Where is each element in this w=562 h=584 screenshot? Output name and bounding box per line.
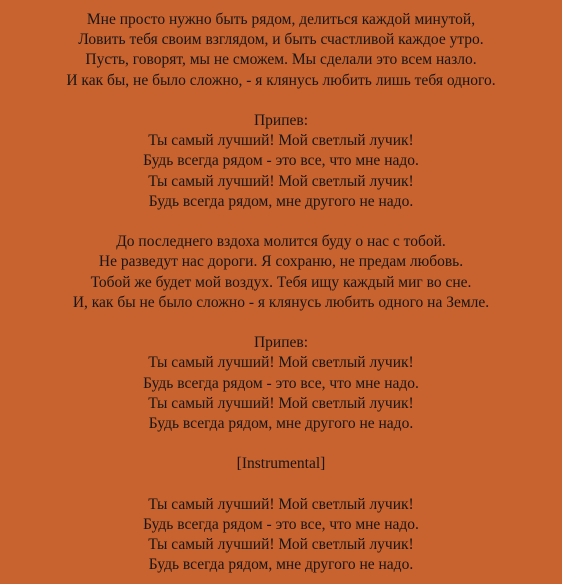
stanza-gap: [0, 313, 562, 333]
verse-2: [0, 232, 562, 313]
stanza-gap: [0, 212, 562, 232]
lyric-line: Будь всегда рядом - это все, что мне надо.: [143, 152, 419, 170]
lyric-line: До последнего вздоха молится буду о нас с тобой.: [116, 233, 446, 251]
lyric-line: Будь всегда рядом, мне другого не надо.: [148, 415, 414, 433]
lyric-line: Не разведут нас дороги. Я сохраню, не предам любовь.: [98, 253, 464, 271]
lyric-line: Ты самый лучший! Мой светлый лучик!: [148, 536, 414, 554]
lyric-line: Будь всегда рядом - это все, что мне надо.: [143, 374, 419, 392]
lyric-line: Тобой же будет мой воздух. Тебя ищу каждый миг во сне.: [90, 273, 472, 291]
stanza-gap: [0, 434, 562, 454]
lyric-line: И как бы, не было сложно, - я клянусь любить лишь тебя одного.: [66, 71, 496, 89]
lyric-line: Ты самый лучший! Мой светлый лучик!: [148, 495, 414, 513]
lyric-line: Ты самый лучший! Мой светлый лучик!: [148, 394, 414, 412]
lyric-line: Ты самый лучший! Мой светлый лучик!: [148, 132, 414, 150]
chorus-heading: Припев:: [253, 112, 309, 129]
lyric-line: Ты самый лучший! Мой светлый лучик!: [148, 172, 414, 190]
chorus-2: [0, 333, 562, 434]
lyric-line: Пусть, говорят, мы не сможем. Мы сделали это всем назло.: [85, 51, 477, 69]
lyric-line: Мне просто нужно быть рядом, делиться каждой минутой,: [86, 11, 476, 28]
lyric-line: Будь всегда рядом, мне другого не надо.: [148, 192, 414, 210]
lyric-line: Будь всегда рядом - это все, что мне надо.: [143, 516, 419, 533]
chorus-1: [0, 111, 562, 212]
lyric-line: И, как бы не было сложно - я клянусь любить одного на Земле.: [72, 293, 490, 311]
lyric-line: Ты самый лучший! Мой светлый лучик!: [148, 354, 414, 372]
lyric-line: Будь всегда рядом, мне другого не надо.: [148, 556, 414, 574]
verse-1: [0, 10, 562, 91]
lyric-line: Ловить тебя своим взглядом, и быть счастливой каждое утро.: [78, 31, 484, 49]
instrumental-section: [0, 454, 562, 474]
instrumental-label: [Instrumental]: [236, 455, 326, 473]
stanza-gap: [0, 475, 562, 495]
chorus-final: [0, 495, 562, 576]
chorus-heading: Припев:: [253, 334, 309, 352]
stanza-gap: [0, 91, 562, 111]
